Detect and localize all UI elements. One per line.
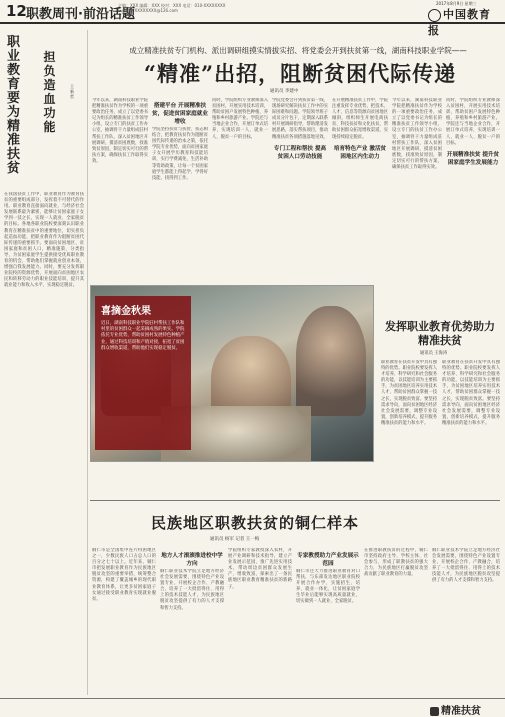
kicker-char: 育	[6, 77, 20, 92]
section2-col-1: 铜仁市是全国集中连片特困地区之一，少数民族人口占总人口的百分之七十以上。近年来，铜仁市把发展职业教育作为民族地区脱贫攻坚的重要举措，统筹整合资源，构建了覆盖城乡的现代职业教育体系，让更多贫困家庭子女通过接受职业教育实现就业脱贫。	[92, 548, 156, 602]
section-divider	[90, 500, 500, 501]
left-headline	[42, 50, 57, 134]
section2-col-2: 铜仁职业技术学院立足地方经济社会发展需要，围绕特色产业设置专业，开展校企合作、产教融合，培养了一大批留得住、用得上的技术技能人才，为民族地区脱贫攻坚提供了有力的人才支撑和智力支持。	[160, 569, 224, 611]
section-title: 职教周刊·前沿话题	[26, 7, 135, 22]
feature-col-7: 同时，学院组织专业教师深入贫困村，开展实用技术培训，帮助贫困户发展特色种植、养殖和乡村旅游产业。学院还与当地企业合作，开展订单式培养，实现培训一人、就业一人、脱贫一户的目标。	[446, 98, 500, 146]
footer-logo	[430, 702, 481, 717]
footer-rule	[0, 698, 505, 699]
feature-col-5: 在开展精准扶贫工作中，学院注重发挥专业优势，把技术、人才、信息等资源向贫困地区倾斜，组织师生开展电商扶贫、科技扶贫和文化扶贫，帮助贫困群众拓宽增收渠道，实现持续稳定脱贫。	[332, 98, 388, 140]
section2-subhead: 专家教授助力产业发展示范园	[297, 553, 359, 567]
headline-char: 负	[43, 64, 56, 78]
footer-logo-text: 精准扶贫	[441, 706, 481, 717]
section2-col-6: 铜仁职业技术学院立足地方经济社会发展需要，围绕特色产业设置专业，开展校企合作、产教融合，培养了一大批留得住、用得上的技术技能人才，为民族地区脱贫攻坚提供了有力的人才支撑和智力支持。	[432, 548, 500, 584]
feature-col-3: 同时，学院组织专业教师深入贫困村，开展实用技术培训，帮助贫困户发展特色种植、养殖和乡村旅游产业。学院还与当地企业合作，开展订单式培养，实现培训一人、就业一人、脱贫一户的目标。	[212, 98, 268, 140]
feature-col-2-wrap	[152, 98, 208, 280]
photo-caption	[95, 296, 191, 450]
feature-col-4: 学院党委会开到扶贫第一线，现场研究解决扶贫工作中的实际困难和问题。学院领导班子成员分片包干，定期深入联系村开展调研指导，帮助理清发展思路，落实帮扶项目，推动精准扶贫各项措施落地见效。	[272, 98, 328, 140]
kicker-char: 扶	[6, 147, 20, 162]
sidebar-body: 职业教育在扶贫开发中具有独特的优势。职业院校要发挥人才培养、科学研究和社会服务的功能，以技能培训为主要抓手，为贫困地区培养实用技术人才，帮助贫困群众掌握一技之长，实现脱贫致富。要坚持需求导向，面向贫困地区经济社会发展需要，调整专业设置，创新培养模式，提升服务精准扶贫的能力和水平。	[381, 360, 437, 426]
email-line: E-mail：XXXXXXXX@126.com	[118, 8, 178, 13]
masthead-text: 中国教育报	[428, 8, 491, 37]
feature-col-1: 今年以来，湖南科技职业学院把精准扶贫作为学校的一项重要政治任务，成立了以党委书记为组长的精准扶贫工作领导小组，设立专门的扶贫工作办公室，抽调骨干力量组成驻村帮扶工作队，深入贫困地区开展调研，摸清贫困底数，找准致贫原因，制定切实可行的帮扶方案，确保扶贫工作取得实效。	[92, 98, 148, 164]
left-divider	[87, 30, 88, 695]
badge-icon	[430, 707, 439, 716]
section2-title: 民族地区职教扶贫的铜仁样本	[150, 514, 359, 532]
feature-supertitle: 成立精准扶贫专门机构、派出调研组摸实情拔实招、将党委会开到扶贫第一线，湖南科技职业学院——	[129, 46, 467, 55]
kicker-char: 职	[6, 35, 20, 50]
sidebar-byline: 通讯员 王海涛	[420, 351, 448, 356]
feature-subhead: 搭建平台 开展精准扶贫，促进贫困家庭就业增收	[152, 103, 208, 125]
masthead-logo	[428, 6, 498, 37]
sidebar-title: 发挥职业教育优势助力精准扶贫	[385, 320, 495, 347]
section2-col-5: 在推进职教扶贫的过程中，铜仁市坚持政府主导、学校主体、社会参与，形成了职教扶贫的强大合力，为民族地区打赢脱贫攻坚战贡献了职业教育的力量。	[364, 548, 428, 578]
kicker-char: 业	[6, 49, 20, 64]
feature-col-4-wrap	[272, 98, 328, 280]
section2-subhead: 地方人才滚滚推进校中学方向	[161, 553, 223, 567]
left-author: 王新哲	[70, 84, 74, 99]
issue-date: 2017年8月9日 星期三	[436, 1, 477, 6]
sidebar-body-2: 职业教育在扶贫开发中具有独特的优势。职业院校要发挥人才培养、科学研究和社会服务的功能，以技能培训为主要抓手，为贫困地区培养实用技术人才，帮助贫困群众掌握一技之长，实现脱贫致富。要坚持需求导向，面向贫困地区经济社会发展需要，调整专业设置，创新培养模式，提升服务精准扶贫的能力和水平。	[442, 360, 500, 426]
feature-col-7-wrap	[446, 98, 500, 280]
section2-col-4: 铜仁市还大力推进职业教育对口帮扶，与东部发达地区职业院校开展合作办学，实施招生、培养、就业一体化，让贫困家庭学生毕业后能够实现高质量就业，切实做到一人就业、全家脱贫。	[296, 569, 360, 605]
headline-char: 担	[43, 50, 56, 64]
feature-title: “精准”出招，阻断贫困代际传递	[143, 61, 457, 86]
caption-title: 喜摘金秋果	[101, 306, 151, 317]
kicker-char: 要	[6, 91, 20, 106]
kicker-char: 贫	[6, 161, 20, 176]
editor-meta	[118, 3, 288, 13]
page-number: 12	[6, 2, 27, 20]
section2-byline: 通讯员 杨军 记者 王一梅	[210, 537, 260, 542]
section2-col-2-wrap	[160, 548, 224, 696]
left-body: 在我国扶贫工作中，职业教育作为教育扶贫的重要组成部分，发挥着不可替代的作用。职业教育直接面向就业，与经济社会发展联系最为紧密，能够让贫困家庭子女学到一技之长，实现一人就业、全家脱贫的目标。各地各职业院校要深刻认识职业教育在精准扶贫中的重要地位，切实担负起造血功能，把职业教育作为阻断贫困代际传递的重要抓手。要面向贫困地区、贫困家庭和贫困人口，精准施策，分类指导，为贫困家庭学生提供接受优质职业教育的机会，帮助他们掌握就业创业本领，增强自我发展能力。同时，要充分发挥职业院校的资源优势，开展面向贫困地区农民和转移劳动力的职业技能培训，提升其就业能力和收入水平，实现稳定脱贫。	[4, 192, 84, 289]
kicker-char: 准	[6, 133, 20, 148]
photo-figure	[296, 306, 366, 416]
editor-line: 主编：XXX 编辑：XXX 校对：XXX 电话：010-XXXXXXXX	[118, 3, 226, 8]
section2-col-4-wrap	[296, 548, 360, 696]
section2-col-3: 学院组织专家教授深入农村，开展产业调研和技术指导，建立产业发展示范园，推广先进实用技术，带动周边贫困群众发展生产、增收致富，探索出了一条民族地区职业教育精准扶贫的新路子。	[228, 548, 292, 590]
feature-subhead: 培育特色产业 激活贫困地区内生动力	[333, 145, 387, 160]
kicker-char: 精	[6, 119, 20, 134]
feature-col-6: 今年以来，湖南科技职业学院把精准扶贫作为学校的一项重要政治任务，成立了以党委书记为组长的精准扶贫工作领导小组，设立专门的扶贫工作办公室，抽调骨干力量组成驻村帮扶工作队，深入贫困地区开展调研，摸清贫困底数，找准致贫原因，制定切实可行的帮扶方案，确保扶贫工作取得实效。	[392, 98, 442, 171]
kicker-char: 教	[6, 63, 20, 78]
headline-char: 血	[43, 92, 56, 106]
feature-col-2: 学院坚持扶贫与扶智、扶志相结合，把教育扶贫作为阻断贫困代际传递的治本之策，依托学院专业优势，面向贫困家庭子女开展学历教育和技能培训，实行学费减免、生活补助等资助政策，让每一个贫困家庭学生都能上得起学、学得好技能、找得到工作。	[152, 127, 208, 181]
left-kicker	[6, 36, 21, 176]
feature-col-5-wrap	[332, 98, 388, 280]
headline-char: 能	[43, 120, 56, 134]
seal-icon	[428, 9, 441, 22]
headline-char: 造	[43, 78, 56, 92]
headline-char: 功	[43, 106, 56, 120]
feature-subhead: 开展精准扶贫 提升贫困家庭学生发展能力	[446, 151, 500, 166]
feature-subhead: 专门工程和帮扶 提高贫困人口劳动技能	[273, 145, 327, 160]
caption-body: 近日，湖南科技职业学院驻村帮扶工作队和村里的贫困群众一起采摘成熟的果实。学院依托专业优势，帮助贫困村发展特色种植产业，通过科技培训和产销对接，拓宽了贫困群众增收渠道，帮助他们实现稳定脱贫。	[101, 321, 185, 351]
feature-col-6-wrap	[392, 98, 442, 280]
feature-byline: 通讯员 李建中	[270, 89, 299, 94]
kicker-char: 为	[6, 105, 20, 120]
